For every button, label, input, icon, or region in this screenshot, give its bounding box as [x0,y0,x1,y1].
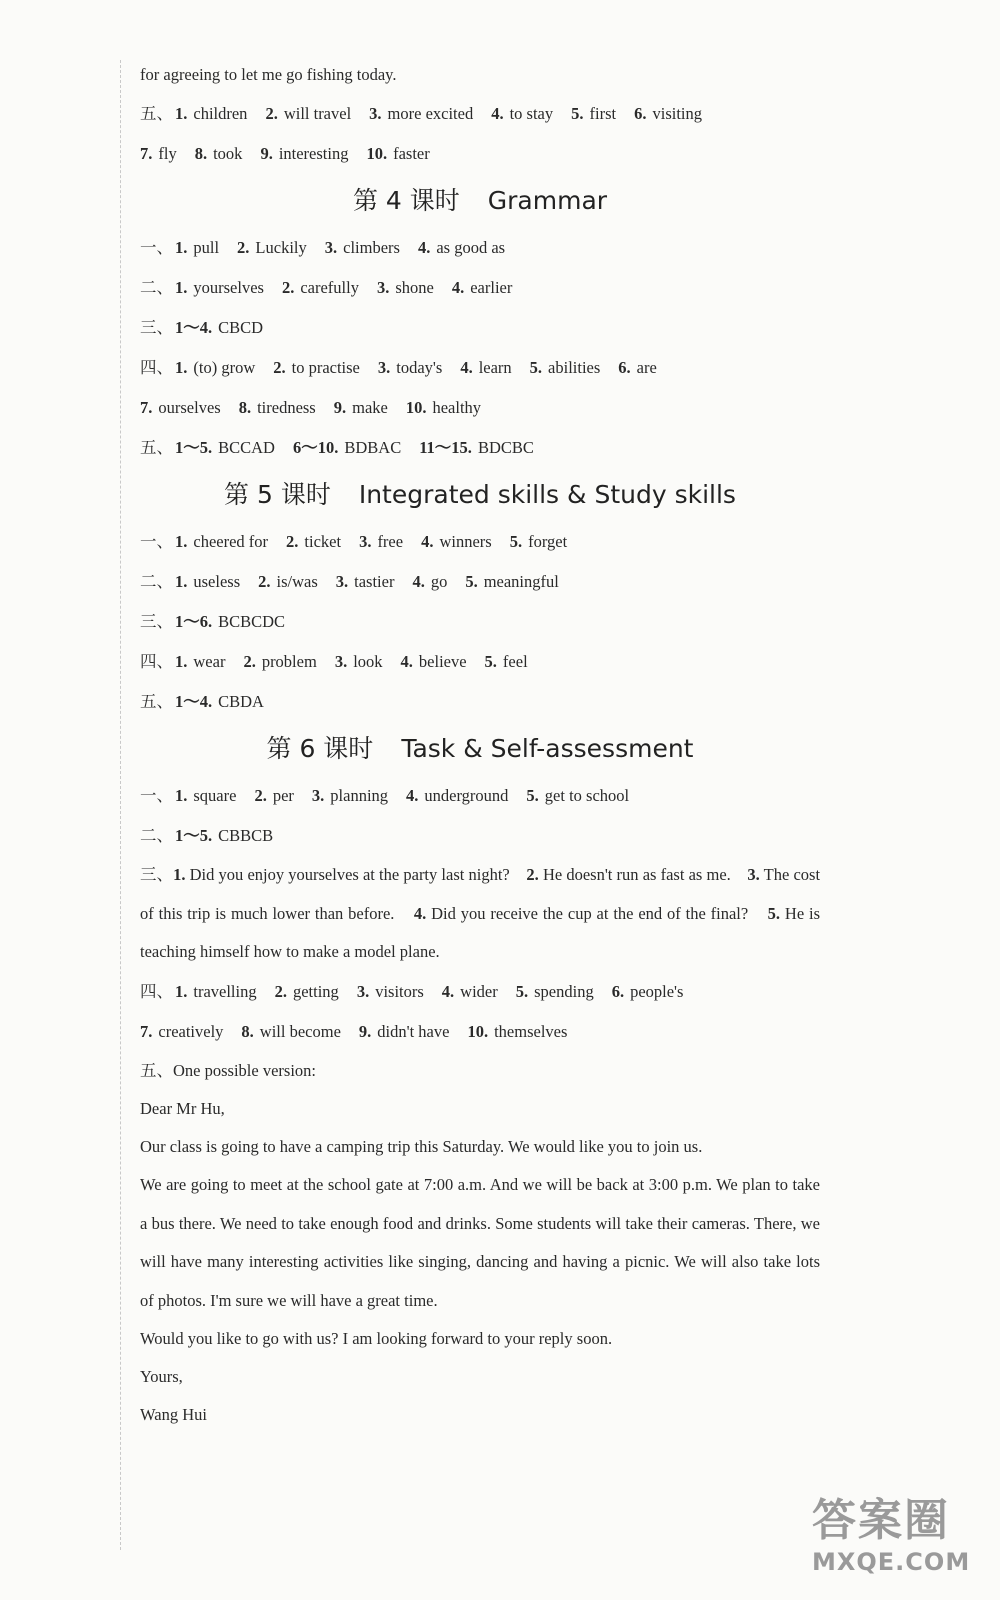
answer-item: 9. make [333,398,388,417]
answer-item: 2. is/was [258,572,318,591]
answer-item: 3. visitors [356,981,424,1001]
answer-item: 5. abilities [529,358,601,377]
answer-row: 一、 1. pull 2. Luckily 3. climbers 4. as good as [140,228,820,268]
answer-item: 1. useless [175,572,241,591]
answer-item: 8. will become [241,1021,341,1041]
answer-item: 1～4. CBCD [175,318,264,337]
answer-item: 4. underground [406,786,509,805]
answer-item: 10. healthy [405,398,482,417]
answer-item: 4. go [412,572,448,591]
answer-item: 3. shone [376,278,434,297]
answer-item: 1～5. BCCAD [175,438,275,457]
answer-item: 11～15. BDCBC [419,438,534,457]
answer-item: 1. children [175,104,248,123]
answer-item: 6～10. BDBAC [292,438,402,457]
answer-item: 6. visiting [634,104,702,123]
answer-item: 4. earlier [451,278,513,297]
writing-intro: 五、One possible version: [140,1060,316,1080]
answer-item: 10. faster [366,144,430,163]
answer-row: 四、 1. travelling 2. getting 3. visitors 4. wider 5. spending 6. people's [140,972,820,1012]
answer-item: 3. tastier [335,572,395,591]
answer-item: 2. to practise [273,358,360,377]
answer-item: 1～6. BCBCDC [175,612,286,631]
answer-item: 2. will travel [265,104,352,123]
answer-item: 1. square [175,786,237,805]
answer-item: 3. today's [377,358,443,377]
site-watermark [812,1484,982,1584]
watermark-logo: 答案圈 [812,1495,950,1546]
lesson-5-heading: 第 5 课时 Integrated skills & Study skills [224,480,736,509]
answer-item: 1～4. CBDA [175,692,264,711]
answer-item: 4. wider [441,981,498,1001]
answer-item: 5. spending [515,981,594,1001]
answer-row: 一、 1. square 2. per 3. planning 4. underground 5. get to school [140,776,820,816]
answer-item: 3. more excited [369,104,474,123]
letter-greeting: Dear Mr Hu, [140,1098,225,1118]
answer-item: 5. get to school [526,786,630,805]
answer-row: 三、 1～6. BCBCDC [140,602,820,642]
answer-item: 5. feel [484,652,528,671]
answer-item: 1. pull [175,238,220,257]
answer-item: 7. fly [140,144,177,163]
answer-item: 1. wear [175,652,226,671]
answer-item: 4. to stay [491,104,554,123]
answer-row: 五、 1～4. CBDA [140,682,820,722]
answer-item: 3. free [359,532,404,551]
answer-row [140,1012,820,1052]
answer-row: 五、 1. children 2. will travel 3. more excited 4. to stay 5. first 6. visiting [140,94,820,134]
answer-item: 5. forget [509,532,568,551]
answer-item: 1. yourselves [175,278,264,297]
answer-row [140,388,820,428]
answer-item: 2. per [254,786,294,805]
binding-margin-line [120,60,121,1550]
letter-paragraph: We are going to meet at the school gate at 7:00 a.m. And we will be back at 3:00 p.m. We plan to take a bus there. We need to take enough food and drinks. Some students will take their cameras. There, we will have many interesting activities like singing, dancing and having a picnic. We will also take lots of photos. I'm sure we will have a great time. [140,1175,820,1310]
answer-item: 5. meaningful [465,572,559,591]
answer-row: 三、 1～4. CBCD [140,308,820,348]
answer-row: 五、 1～5. BCCAD 6～10. BDBAC 11～15. BDCBC [140,428,820,468]
answer-row [140,134,820,174]
answer-item: 4. learn [460,358,512,377]
answer-item: 8. took [194,144,243,163]
answer-item: 5. first [571,104,617,123]
continued-text: for agreeing to let me go fishing today. [140,65,397,84]
answer-row: 二、 1. yourselves 2. carefully 3. shone 4. earlier [140,268,820,308]
answer-item: 4. winners [421,532,492,551]
answer-item: 1～5. CBBCB [175,826,274,845]
answer-item: 1. (to) grow [175,358,256,377]
answer-item: 4. believe [400,652,467,671]
letter-paragraph: Our class is going to have a camping trip this Saturday. We would like you to join us. [140,1136,703,1156]
answer-item: 9. interesting [260,144,349,163]
answer-item: 2. problem [243,652,317,671]
letter-paragraph: Would you like to go with us? I am looking forward to your reply soon. [140,1329,613,1348]
answer-item: 7. creatively [140,1021,224,1041]
answer-item: 1. travelling [175,981,257,1001]
answer-item: 2. carefully [281,278,359,297]
answer-item: 3. planning [311,786,389,805]
answer-item: 6. are [618,358,657,377]
answer-item: 9. didn't have [358,1021,450,1041]
answer-row: 四、 1. (to) grow 2. to practise 3. today's 4. learn 5. abilities 6. are [140,348,820,388]
answer-item: 10. themselves [467,1021,568,1041]
answer-item: 3. look [334,652,383,671]
answer-item: 7. ourselves [140,398,221,417]
sentence-answers: 三、1. Did you enjoy yourselves at the party last night? 2. He doesn't run as fast as me. 3. The cost of this trip is much lower than before. 4. Did you receive the cup at the end of the final? 5. He is teaching himself how to make a model plane. [140,865,821,961]
answer-item: 2. Luckily [237,238,307,257]
answer-row: 一、 1. cheered for 2. ticket 3. free 4. winners 5. forget [140,522,820,562]
answer-item: 2. ticket [286,532,342,551]
answer-item: 4. as good as [417,238,506,257]
answer-row: 二、 1～5. CBBCB [140,816,820,856]
letter-closing: Yours, [140,1367,183,1386]
answer-row: 四、 1. wear 2. problem 3. look 4. believe 5. feel [140,642,820,682]
answer-content [140,56,820,1434]
answer-item: 1. cheered for [175,532,269,551]
lesson-6-heading: 第 6 课时 Task & Self-assessment [266,734,694,763]
watermark-url: MXQE.COM [812,1548,971,1576]
lesson-4-heading: 第 4 课时 Grammar [352,186,608,215]
answer-row: 二、 1. useless 2. is/was 3. tastier 4. go 5. meaningful [140,562,820,602]
answer-item: 3. climbers [324,238,400,257]
letter-signature: Wang Hui [140,1405,207,1424]
answer-item: 8. tiredness [238,398,316,417]
answer-item: 6. people's [611,981,684,1001]
answer-item: 2. getting [274,981,339,1001]
